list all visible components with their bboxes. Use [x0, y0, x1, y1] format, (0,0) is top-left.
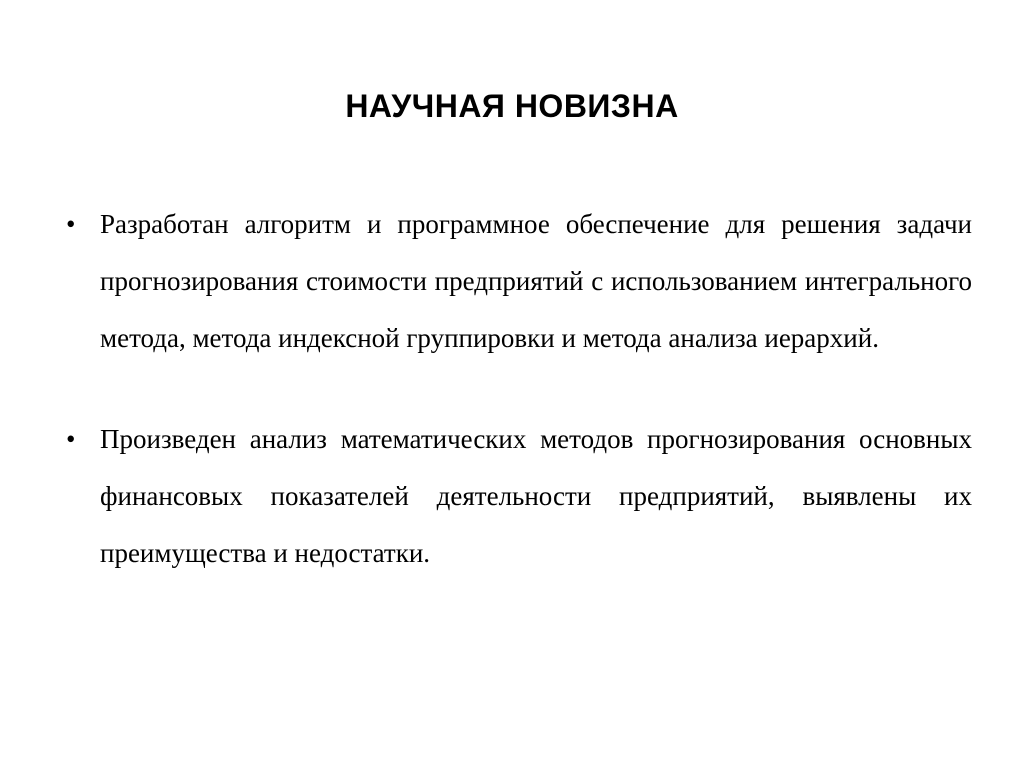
bullet-list: [52, 196, 972, 582]
bullet-text: Разработан алгоритм и программное обеспечение для решения задачи прогнозирования стоимости предприятий с использованием интегрального метода, метода индексной группировки и метода анализа иерархий.: [100, 209, 972, 353]
slide-body: [52, 196, 972, 582]
page-title: НАУЧНАЯ НОВИЗНА: [345, 88, 679, 124]
bullet-dot-icon: •: [66, 424, 76, 454]
list-item: [52, 411, 972, 582]
list-item: [52, 196, 972, 367]
bullet-dot-icon: •: [66, 209, 76, 239]
bullet-text: Произведен анализ математических методов прогнозирования основных финансовых показателей деятельности предприятий, выявлены их преимущества и недостатки.: [100, 424, 972, 568]
